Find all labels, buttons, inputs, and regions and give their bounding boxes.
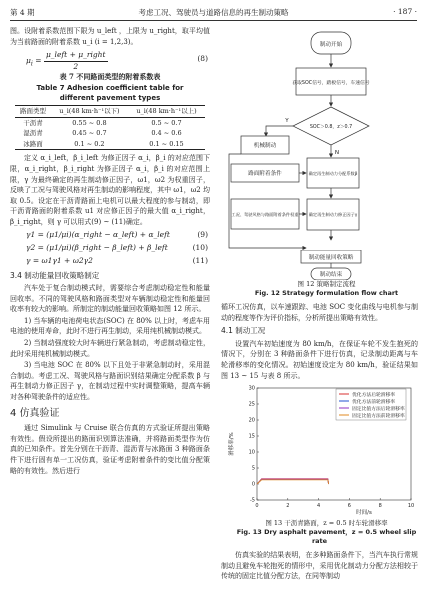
table-cell: 0.1 ~ 0.15 <box>149 139 184 148</box>
eq8-lhs: μ <box>26 56 31 66</box>
section-heading: 4 仿真验证 <box>10 407 60 419</box>
flowchart <box>221 26 418 254</box>
table-cell: 干沥青 <box>23 118 43 127</box>
page-number: · 187 · <box>393 7 417 16</box>
figure-caption-cn: 图 12 策略制定流程 <box>297 280 356 288</box>
legend-entry: 优化方法前轮滑移率 <box>352 399 396 405</box>
flow-mech-label: 机械制动 <box>253 143 277 149</box>
eq10-number: (10) <box>192 242 208 252</box>
paragraph: 1) 当车辆的电池荷电状态(SOC) 在 80% 以上时，考虑车用电池的使用寿命，此时不进行再生制动，采用纯机械制动模式。 <box>10 316 210 336</box>
y-tick-label: 30 <box>248 385 255 392</box>
equation-11 <box>10 255 210 268</box>
flow-get-label: 获取SOC信号，踏板信号，车速信号 <box>292 81 370 86</box>
table-title-en-2: different pavement types <box>59 94 161 103</box>
equation-10 <box>10 242 210 255</box>
section-heading: 4.1 制动工况 <box>221 326 266 336</box>
x-tick-label: 2 <box>286 503 290 510</box>
table-row <box>15 128 205 139</box>
legend-entry: 固定比值方法前轮滑移率 <box>352 413 405 419</box>
eq8-number: (8) <box>197 54 208 64</box>
paragraph: 仿真实验的结果表明，在多种路面条件下，当汽车执行常规制动且避免车轮抱死的情形中，采用优化制动力分配方法相较于传统的固定比值分配方法，在同等制动 <box>221 551 418 581</box>
y-tick-label: 20 <box>248 417 255 424</box>
page-header <box>10 6 417 20</box>
table-header-row <box>15 105 205 117</box>
issue-number: 第 4 期 <box>10 8 35 17</box>
paragraph: 循环工况仿真，以车速跟踪、电池 SOC 变化曲线与电机参与制动的程度等作为评价指标，分析所提出策略有效性。 <box>221 303 418 322</box>
paragraph: 2) 当制动强度较大时车辆进行紧急制动，考虑制动稳定性，此时采用纯机械制动模式。 <box>10 339 210 358</box>
figure-caption-en: Fig. 12 Strategy formulation flow chart <box>254 289 399 297</box>
flow-no-label: N <box>334 150 340 156</box>
legend-entry: 优化方法后轮滑移率 <box>352 392 396 398</box>
paragraph: 3) 当电池 SOC 在 80% 以下且处于非紧急制动时，采用混合制动。考虑工况、驾驶风格与路面识别结果确定分配系数 β 与再生制动力修正因子 γ，在制动过程中实时调整策略，提高车辆对各种驾驶条件的适应性。 <box>10 361 210 402</box>
paragraph: 汽车处于复合制动模式时，需要综合考虑制动稳定性和能量回收率。不同的驾驶风格和路面类型对车辆制动稳定性和能量回收率有较大的影响。所制定的制动能量回收策略如图 12 所示。 <box>10 284 210 314</box>
y-tick-label: 5 <box>251 465 255 472</box>
table-header: u_i(48 km·h⁻¹以下) <box>59 106 120 115</box>
section-heading: 3.4 制动能量回收策略制定 <box>10 270 100 280</box>
paragraph: 设置汽车初始速度为 80 km/h，在保证车轮不发生抱死的情况下，分别在 3 种路面条件下进行仿真，记录制动距离与车轮滑移率的变化情况。初始速度设定为 80 km/h，验证结果如图 13 ~ 15 与表 8 所示。 <box>221 339 418 380</box>
x-tick-label: 4 <box>317 503 321 510</box>
flow-factor-label: 工况、驾驶风格与路面附着条件权重 <box>231 212 299 217</box>
table-cell: 0.45 ~ 0.7 <box>72 129 107 138</box>
table-title-cn: 表 7 不同路面类型的附着系数表 <box>59 72 161 82</box>
right-column <box>221 26 418 583</box>
paragraph: 通过 Simulink 与 Cruise 联合仿真的方式验证所提出策略有效性。假设所提出的路面识别算法准确，并将路面类型作为仿真的已知条件。首先分别在干沥青、湿沥青与冰路面 3 种路面条件下进行固有单一工况仿真，验证考虑附着条件的变比值分配策略的有效性。然后进行 <box>10 424 210 475</box>
equation-9 <box>10 229 210 242</box>
x-axis-label: 时间/s <box>356 510 372 517</box>
y-axis-label: 滑移率/% <box>229 432 235 456</box>
table-cell: 0.55 ~ 0.8 <box>72 118 107 127</box>
x-tick-label: 10 <box>407 503 415 510</box>
table-title-en-1: Table 7 Adhesion coefficient table for <box>36 83 184 92</box>
adhesion-table <box>15 105 205 150</box>
x-tick-label: 8 <box>378 503 382 510</box>
y-tick-label: 25 <box>248 401 255 408</box>
table-cell: 0.5 ~ 0.7 <box>151 118 182 127</box>
flow-end-label: 制动结束 <box>319 272 343 278</box>
flowchart-svg <box>221 26 418 254</box>
y-tick-label: -5 <box>250 497 255 504</box>
figure-caption-cn: 图 13 干沥青路面，z = 0.5 时车轮滑移率 <box>265 519 388 528</box>
table-cell: 0.4 ~ 0.6 <box>151 129 182 138</box>
equation-8: $\mu_i$ = $\frac{\text{μ\_left + μ\_right}}{2}$ (8) <box>26 50 208 71</box>
table-header: 路面类型 <box>19 106 46 115</box>
eq9-formula: γ1 = (μ1/μi)(α_right − α_left) + α_left <box>26 229 170 239</box>
slip-rate-chart <box>221 382 418 519</box>
flow-dist-label: 确定再生制动力分配系数β <box>308 171 358 176</box>
flow-road-label: 路面附着条件 <box>248 171 282 177</box>
eq11-number: (11) <box>192 255 208 265</box>
figure-caption-en: Fig. 13 Dry asphalt pavement，z = 0.5 wheel slip rate <box>236 528 417 546</box>
x-tick-label: 0 <box>255 503 259 510</box>
series-line <box>257 480 329 484</box>
eq8-numerator: μ_left + μ_right <box>44 50 108 62</box>
flow-yes-label: Y <box>285 118 289 124</box>
table-cell: 冰路面 <box>23 139 43 148</box>
x-tick-label: 6 <box>347 503 351 510</box>
paragraph: 定义 α_i_left，β_i_left 为修正因子 α_i，β_i 的对应范围下限，α_i_right，β_i_right 为修正因子 α_i，β_i 的对应范围上限，γ 为最终确定的再生制动修正因子，ω1，ω2 为权重因子，反映了工况与驾驶风格对再生制动的影响程度，其中 ω1，ω2 均取 0.5。设定在干沥青路面上电机可以最大程度的参与制动，即干沥青路面的附着系数 u1 对应修正因子的最大值 α_i_right，β_i_right，则 γ 可以用式(9) ~ (11)确定。 <box>10 154 210 226</box>
eq11-formula: γ = ω1γ1 + ω2γ2 <box>26 255 93 265</box>
table-header: u_i(48 km·h⁻¹以上) <box>136 106 197 115</box>
flow-tail <box>221 250 418 280</box>
eq10-formula: γ2 = (μ1/μi)(β_right − β_left) + β_left <box>26 242 168 252</box>
header-rule <box>10 20 417 21</box>
table-cell: 湿沥青 <box>23 129 43 138</box>
eq8-lhs-sub: i <box>30 60 33 68</box>
table-row <box>15 139 205 150</box>
flow-start-label: 制动开始 <box>319 42 343 48</box>
eq9-number: (9) <box>197 229 208 239</box>
y-tick-label: 0 <box>251 481 255 488</box>
y-tick-label: 15 <box>248 433 255 440</box>
flow-energy-label: 制动能量回收策略 <box>308 255 354 261</box>
table-row <box>15 117 205 128</box>
flow-cond-label: SOC＞0.8，z＞0.7 <box>309 125 353 130</box>
running-title: 考虑工况、驾驶员与道路信息的再生制动策略 <box>138 8 289 17</box>
paragraph: 图。设附着系数范围下限为 u_left ，上限为 u_right，取平均值为当前路面的附着系数 u_i (i = 1,2,3)。 <box>10 27 210 46</box>
left-column <box>10 26 210 477</box>
eq8-denominator: 2 <box>73 61 79 71</box>
flow-correct-label: 确定再生制动力修正因子γ <box>308 212 358 217</box>
y-tick-label: 10 <box>248 449 255 456</box>
chart-svg <box>221 382 418 519</box>
legend-entry: 固定比值方法后轮滑移率 <box>352 406 405 412</box>
table-cell: 0.1 ~ 0.2 <box>74 139 105 148</box>
